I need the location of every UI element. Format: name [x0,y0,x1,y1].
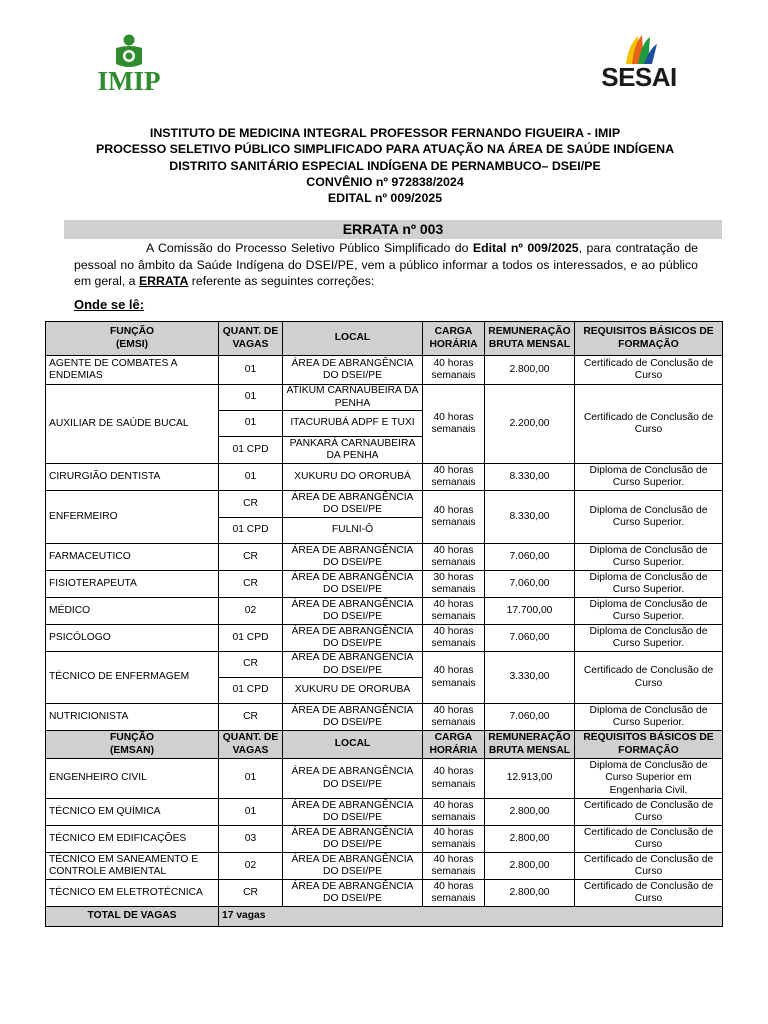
col-header-requisitos: REQUISITOS BÁSICOS DE FORMAÇÃO [575,731,723,759]
table-row: TÉCNICO EM QUÍMICA 01 ÁREA DE ABRANGÊNCIA DO DSEI/PE 40 horas semanais 2.800,00 Certificado de Conclusão de Curso [46,799,723,826]
intro-paragraph [74,240,698,290]
col-header-remuneracao: REMUNERAÇÃO BRUTA MENSAL [485,322,575,356]
table-row: 01 CPD PANKARÁ CARNAUBEIRA DA PENHA [46,437,723,464]
table-row: FISIOTERAPEUTA CR ÁREA DE ABRANGÊNCIA DO DSEI/PE 30 horas semanais 7.060,00 Diploma de Conclusão de Curso Superior. [46,571,723,598]
emsi-header-row [46,322,723,356]
col-header-local: LOCAL [283,322,423,356]
header-line-district: DISTRITO SANITÁRIO ESPECIAL INDÍGENA DE PERNAMBUCO– DSEI/PE [169,158,601,173]
document-header [80,125,690,206]
col-header-carga: CARGA HORÁRIA [423,322,485,356]
header-line-process: PROCESSO SELETIVO PÚBLICO SIMPLIFICADO PARA ATUAÇÃO NA ÁREA DE SAÚDE INDÍGENA [95,142,675,157]
header-line-institute: INSTITUTO DE MEDICINA INTEGRAL PROFESSOR FERNANDO FIGUEIRA - IMIP [149,126,621,140]
table-row: ENFERMEIRO CR ÁREA DE ABRANGÊNCIA DO DSEI/PE 40 horas semanais 8.330,00 Diploma de Conclusão de Curso Superior. [46,491,723,518]
table-row: 01 CPD XUKURU DE ORORUBA [46,678,723,704]
emsan-header-row [46,731,723,759]
table-row: TÉCNICO EM SANEAMENTO E CONTROLE AMBIENTAL 02 ÁREA DE ABRANGÊNCIA DO DSEI/PE 40 horas semanais 2.800,00 Certificado de Conclusão de Curso [46,853,723,880]
sesai-logo [594,34,684,94]
table-row: TÉCNICO DE ENFERMAGEM CR ÁREA DE ABRANGÊNCIA DO DSEI/PE 40 horas semanais 3.330,00 Certificado de Conclusão de Curso [46,652,723,678]
imip-logo-text: IMIP [97,66,161,96]
onde-se-le-heading: Onde se lê: [74,297,145,312]
table-row: NUTRICIONISTA CR ÁREA DE ABRANGÊNCIA DO DSEI/PE 40 horas semanais 7.060,00 Diploma de Conclusão de Curso Superior. [46,704,723,731]
col-header-quant: QUANT. DE VAGAS [219,731,283,759]
col-header-quant: QUANT. DE VAGAS [219,322,283,356]
table-row: MÉDICO 02 ÁREA DE ABRANGÊNCIA DO DSEI/PE 40 horas semanais 17.700,00 Diploma de Conclusão de Curso Superior. [46,598,723,625]
intro-text-2: , para contratação de pessoal no âmbito da Saúde Indígena do DSEI/PE, vem a público informar a todos os interessados, e ao público em geral, a [74,241,699,288]
table-row: 01 ITACURUBÁ ADPF E TUXI [46,411,723,437]
table-row: PSICÓLOGO 01 CPD ÁREA DE ABRANGÊNCIA DO DSEI/PE 40 horas semanais 7.060,00 Diploma de Conclusão de Curso Superior. [46,625,723,652]
table-row: AGENTE DE COMBATES A ENDEMIAS 01 ÁREA DE ABRANGÊNCIA DO DSEI/PE 40 horas semanais 2.800,00 Certificado de Conclusão de Curso [46,356,723,385]
intro-text-3: referente as seguintes correções: [188,274,375,288]
total-label: TOTAL DE VAGAS [46,907,219,927]
header-line-convenio: CONVÊNIO nº 972838/2024 [306,174,464,189]
intro-errata-word: ERRATA [138,274,189,288]
col-header-funcao: FUNÇÃO (EMSAN) [46,731,219,759]
table-row: TÉCNICO EM EDIFICAÇÕES 03 ÁREA DE ABRANGÊNCIA DO DSEI/PE 40 horas semanais 2.800,00 Certificado de Conclusão de Curso [46,826,723,853]
col-header-carga: CARGA HORÁRIA [423,731,485,759]
imip-logo [92,34,166,96]
table-row: FARMACEUTICO CR ÁREA DE ABRANGÊNCIA DO DSEI/PE 40 horas semanais 7.060,00 Diploma de Conclusão de Curso Superior. [46,544,723,571]
vacancies-table [45,321,723,927]
col-header-requisitos: REQUISITOS BÁSICOS DE FORMAÇÃO [575,322,723,356]
col-header-remuneracao: REMUNERAÇÃO BRUTA MENSAL [485,731,575,759]
table-row: 01 CPD FULNI-Ô [46,518,723,544]
header-line-edital: EDITAL nº 009/2025 [327,191,443,206]
sesai-logo-text: SESAI [601,62,677,92]
errata-title: ERRATA nº 003 [64,220,722,239]
table-row: ENGENHEIRO CIVIL 01 ÁREA DE ABRANGÊNCIA DO DSEI/PE 40 horas semanais 12.913,00 Diploma de Conclusão de Curso Superior em Engenharia Civil. [46,759,723,799]
intro-text-1: A Comissão do Processo Seletivo Público Simplificado do [146,241,473,255]
col-header-local: LOCAL [283,731,423,759]
table-row: CIRURGIÃO DENTISTA 01 XUKURU DO ORORUBÁ 40 horas semanais 8.330,00 Diploma de Conclusão de Curso Superior. [46,464,723,491]
intro-edital: Edital nº 009/2025 [472,241,579,255]
imip-figure-icon [112,34,146,70]
total-row [46,907,723,927]
table-row: TÉCNICO EM ELETROTÉCNICA CR ÁREA DE ABRANGÊNCIA DO DSEI/PE 40 horas semanais 2.800,00 Certificado de Conclusão de Curso [46,880,723,907]
table-row: AUXILIAR DE SAÚDE BUCAL 01 ATIKUM CARNAUBEIRA DA PENHA 40 horas semanais 2.200,00 Certificado de Conclusão de Curso [46,385,723,411]
col-header-funcao: FUNÇÃO (EMSI) [46,322,219,356]
total-value: 17 vagas [219,907,723,927]
